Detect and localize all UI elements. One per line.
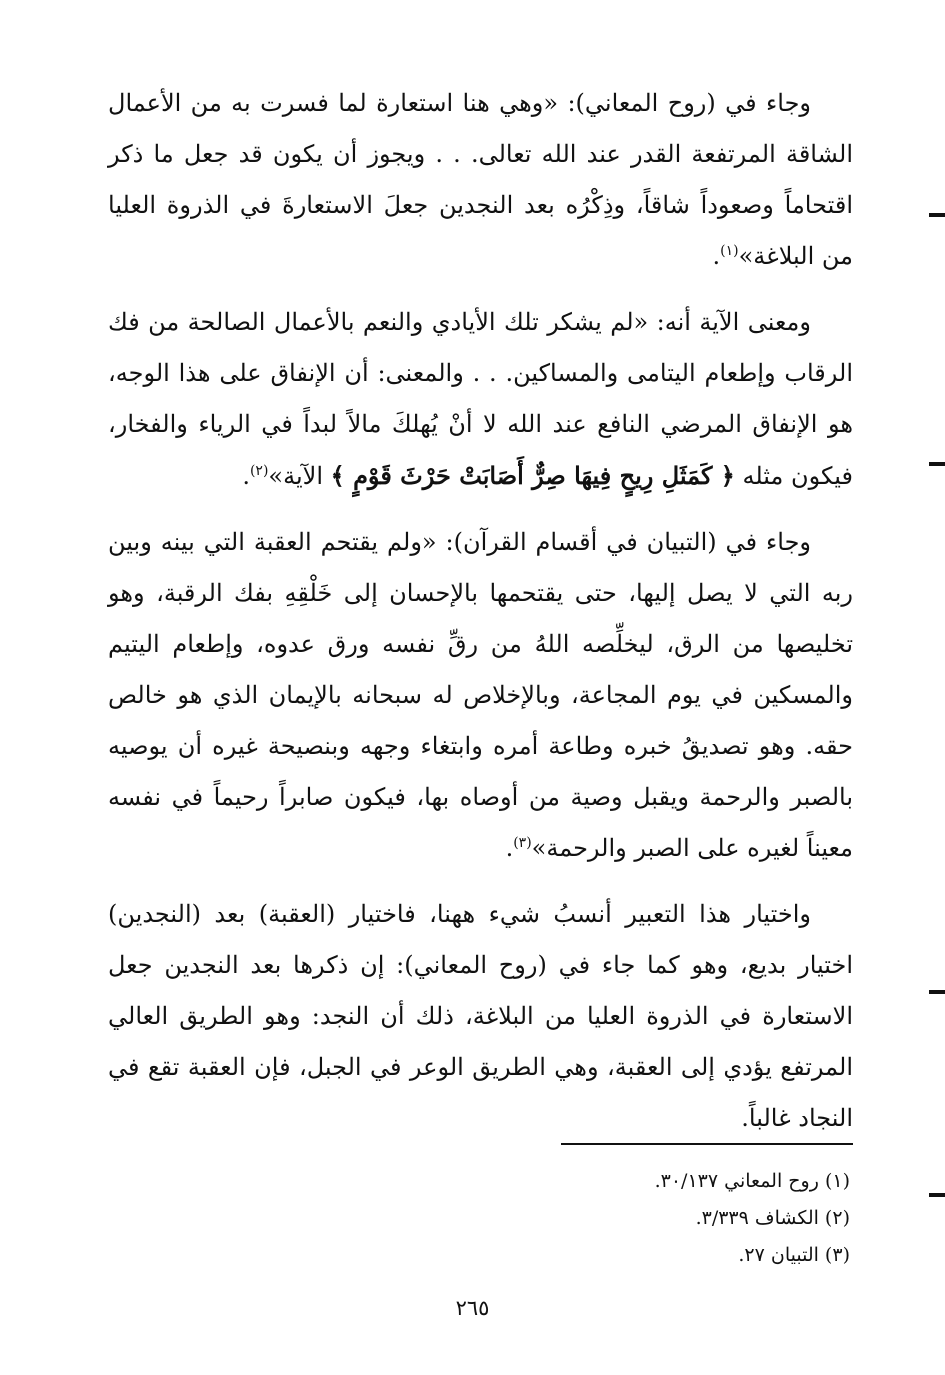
- page-number: ٢٦٥: [455, 1296, 490, 1320]
- footnote-1: (١) روح المعاني ٣٠/١٣٧.: [654, 1170, 850, 1192]
- footnote-ref-2: (٢): [249, 463, 269, 479]
- footnotes: [450, 1163, 850, 1274]
- paragraph-4-text: واختيار هذا التعبير أنسبُ شيء ههنا، فاختيار (العقبة) بعد (النجدين) اختيار بديع، وهو كما جاء في (روح المعاني): إن ذكرها بعد النجدين جعل الاستعارة في الذروة العليا من البلاغة، ذلك أن النجد: وهو الطريق العالي المرتفع يؤدي إلى العقبة، وهي الطريق الوعر في الجبل، فإن العقبة تقع في النجاد غالباً.: [108, 900, 854, 1132]
- paragraph-1-end: .: [712, 242, 721, 270]
- footnote-ref-1: (١): [720, 243, 739, 259]
- scan-edge-mark: [929, 1193, 945, 1197]
- paragraph-2: [108, 297, 853, 502]
- scan-edge-mark: [929, 213, 945, 217]
- quran-verse: ﴿ كَمَثَلِ رِيحٍ فِيهَا صِرٌّ أَصَابَتْ حَرْثَ قَوْمٍ ﴾: [330, 461, 735, 490]
- footnote-3: (٣) التبيان ٢٧.: [738, 1244, 850, 1266]
- paragraph-2-after: الآية»: [268, 462, 324, 490]
- footnote-ref-3: (٣): [513, 835, 532, 851]
- paragraph-3-end: .: [505, 834, 514, 862]
- footnote-2: (٢) الكشاف ٣/٣٣٩.: [695, 1207, 850, 1229]
- paragraph-4: [108, 889, 853, 1144]
- paragraph-1-text: وجاء في (روح المعاني): «وهي هنا استعارة لما فسرت به من الأعمال الشاقة المرتفعة القدر عند الله تعالى. . . ويجوز أن يكون قد جعل ما ذكر اقتحاماً وصعوداً شاقاً، وذِكْرُه بعد النجدين جعلَ الاستعارةَ في الذروة العليا من البلاغة»: [108, 89, 853, 270]
- paragraph-2-text: ومعنى الآية أنه: «لم يشكر تلك الأيادي والنعم بالأعمال الصالحة من فك الرقاب وإطعام اليتامى والمساكين. . . والمعنى: أن الإنفاق على هذا الوجه، هو الإنفاق المرضي النافع عند الله لا أنْ يُهلكَ مالاً لبداً في الرياء والفخار، فيكون مثله: [108, 308, 853, 490]
- paragraph-1: [108, 78, 853, 282]
- paragraph-2-end: .: [242, 462, 250, 490]
- paragraph-3-text: وجاء في (التبيان في أقسام القرآن): «ولم يقتحم العقبة التي بينه وبين ربه التي لا يصل إليها، حتى يقتحمها بالإحسان إلى خَلْقِهِ بفك الرقبة، وهو تخليصها من الرق، ليخلِّصه اللهُ من رقِّ نفسه ورق عدوه، وإطعام اليتيم والمسكين في يوم المجاعة، وبالإخلاص له سبحانه بالإيمان الذي هو خالص حقه. وهو تصديقُ خبره وطاعة أمره وابتغاء وجهه وبنصيحة غيره أن يوصيه بالصبر والرحمة ويقبل وصية من أوصاه بها، فيكون صابراً رحيماً في نفسه معيناً لغيره على الصبر والرحمة»: [108, 528, 853, 862]
- scan-edge-mark: [929, 462, 945, 466]
- scan-edge-mark: [929, 990, 945, 994]
- main-text: [108, 78, 853, 1144]
- paragraph-3: [108, 517, 853, 874]
- footnote-divider: [561, 1143, 853, 1145]
